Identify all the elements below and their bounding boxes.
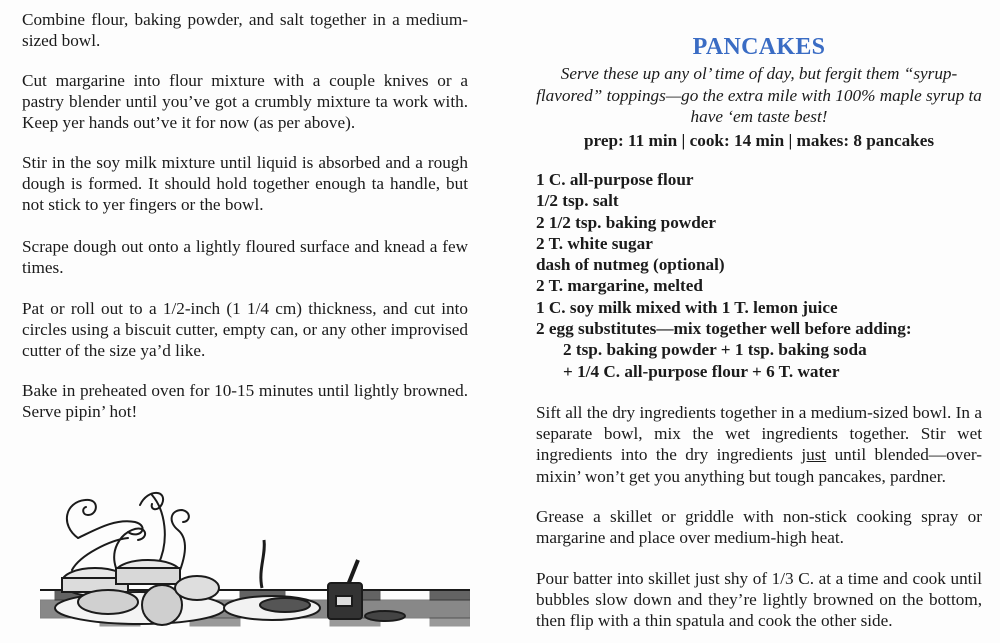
biscuit-step-2: Cut margarine into flour mixture with a couple knives or a pastry blender until you’ve got a crumbly mixture ta work with. Keep yer hands out’ve it for now (as per above).	[22, 71, 468, 133]
pancake-step-3: Pour batter into skillet just shy of 1/3 C. at a time and cook until bubbles slow down and they’re lightly browned on the bottom, then flip with a thin spatula and cook the other side.	[536, 569, 982, 631]
ingredient-item: 2 T. white sugar	[536, 233, 653, 253]
meta-separator: |	[677, 131, 690, 150]
step-text: Sift all the dry ingredients together in a medium-sized bowl. In a separate bowl, mix the wet ingredients together. Stir wet ingredients into the dry ingredients	[536, 403, 982, 465]
biscuit-plate	[55, 560, 225, 625]
sub-ingredient-item: + 1/4 C. all-purpose flour + 6 T. water	[563, 361, 840, 381]
pancake-step-2: Grease a skillet or griddle with non-stick cooking spray or margarine and place over medium-high heat.	[536, 507, 982, 548]
biscuit-step-1: Combine flour, baking powder, and salt together in a medium-sized bowl.	[22, 10, 468, 51]
ingredient-item: 2 T. margarine, melted	[536, 276, 703, 296]
emphasis-just: just	[801, 445, 827, 465]
ingredient-item: 1 C. all-purpose flour	[536, 170, 694, 189]
ingredient-item: 2 1/2 tsp. baking powder	[536, 212, 717, 232]
biscuit-step-3: Stir in the soy milk mixture until liquid is absorbed and a rough dough is formed. It should hold together enough ta handle, but not stick to yer fingers or the bowl.	[22, 153, 468, 215]
ingredient-item: 1 C. soy milk mixed with 1 T. lemon juice	[536, 297, 838, 317]
sub-ingredient-item: 2 tsp. baking powder + 1 tsp. baking soda	[563, 340, 867, 360]
ingredient-item: 2 egg substitutes—mix together well before adding:	[536, 319, 912, 339]
ingredient-item: dash of nutmeg (optional)	[536, 255, 725, 275]
pancake-step-1	[536, 402, 982, 487]
cook-time: cook: 14 min	[689, 131, 785, 150]
prep-time: prep: 11 min	[583, 131, 678, 150]
food-plate	[224, 540, 320, 620]
biscuit-step-6: Bake in preheated oven for 10-15 minutes until lightly browned. Serve pipin’ hot!	[22, 381, 468, 422]
yield: makes: 8 pancakes	[796, 131, 935, 150]
biscuit-step-5: Pat or roll out to a 1/2-inch (1 1/4 cm) thickness, and cut into circles using a biscuit cutter, empty can, or any other improvised cutter of the size ya’d like.	[22, 299, 468, 361]
ingredient-item: 1/2 tsp. salt	[536, 191, 619, 211]
ingredient-list	[536, 169, 982, 382]
recipe-subtitle: Serve these up any ol’ time of day, but fergit them “syrup-flavored” toppings—go the extra mile with 100% maple syrup ta have ‘em taste best!	[536, 64, 982, 126]
recipe-meta	[536, 131, 982, 151]
biscuit-step-4: Scrape dough out onto a lightly floured surface and knead a few times.	[22, 237, 468, 278]
step-text: until blended—over-mixin’ won’t get you anything but tough pancakes, pardner.	[536, 445, 982, 486]
meta-separator: |	[784, 131, 797, 150]
biscuits-illustration	[40, 460, 470, 630]
recipe-title: PANCAKES	[692, 34, 826, 60]
